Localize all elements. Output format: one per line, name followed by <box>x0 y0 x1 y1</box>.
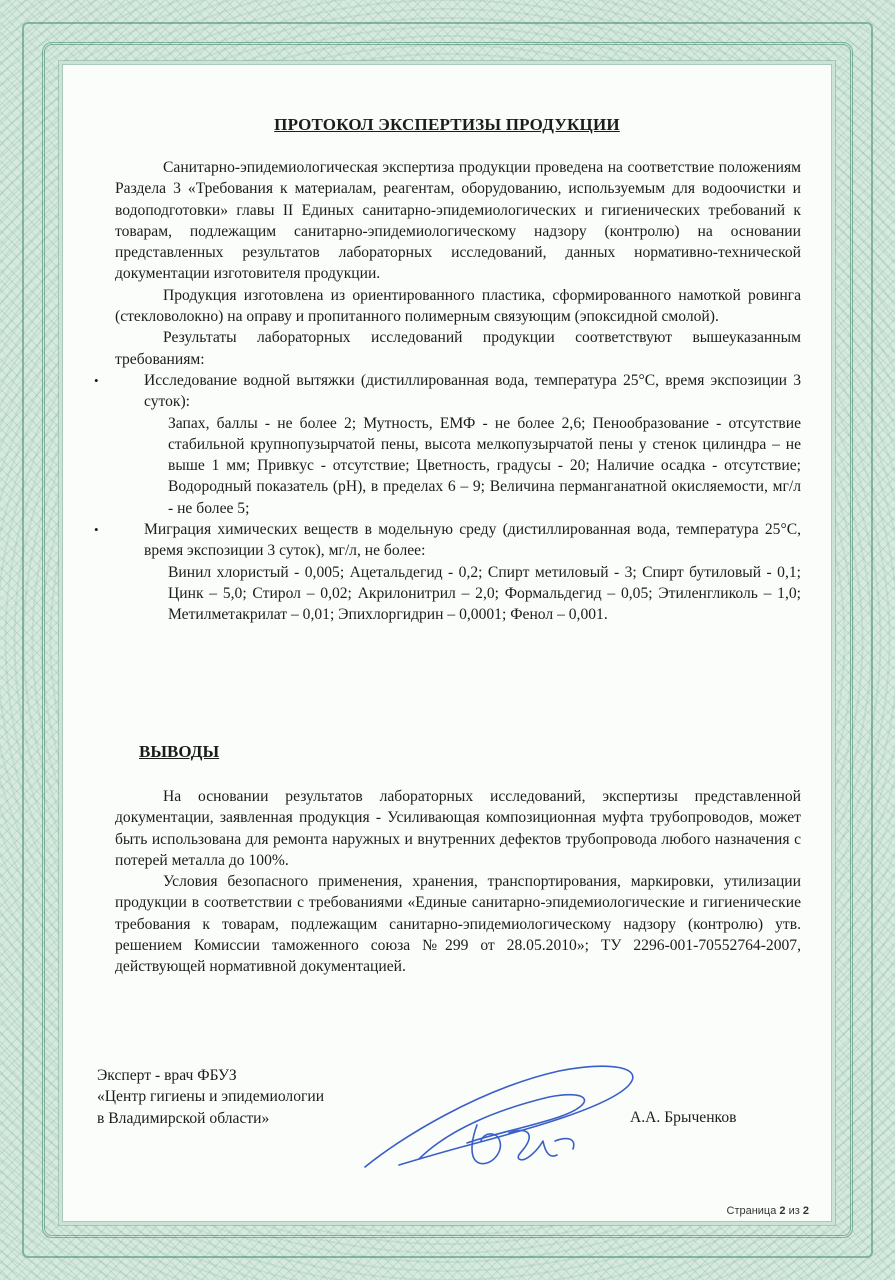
page-number-middle: из <box>788 1205 800 1217</box>
bullet-heading-water-extract: Исследование водной вытяжки (дистиллированная вода, температура 25°С, время экспозиции 3 суток): <box>144 371 801 411</box>
page-number-prefix: Страница <box>726 1205 777 1217</box>
results-list <box>94 370 801 626</box>
conclusion-paragraph: На основании результатов лабораторных исследований, экспертизы представленной документации, заявленная продукция - Усиливающая композиционная муфта трубопроводов, может быть использована для ремонта наружных и внутренних дефектов трубопровода любого назначения с потерей металла до 100%. <box>115 788 801 869</box>
expert-organization: «Центр гигиены и эпидемиологии <box>97 1088 325 1106</box>
bullet-icon: • <box>94 372 99 388</box>
bullet-heading-migration: Миграция химических веществ в модельную среду (дистиллированная вода, температура 25°С, время экспозиции 3 суток), мг/л, не более: <box>144 521 801 560</box>
bullet-details-water-extract: Запах, баллы - не более 2; Мутность, ЕМФ - не более 2,6; Пенообразование - отсутствие стабильной крупнопузырчатой пены, высота мелкопузырчатой пены у стенок цилиндра – не выше 1 мм; Привкус - отсутствие; Цветность, градусы - 20; Наличие осадка - отсутствие; Водородный показатель (рН), в пределах 6 – 9; Величина перманганатной окисляемости, мг/л - не более 5; <box>168 414 801 517</box>
page-number-total: 2 <box>802 1205 809 1217</box>
paragraph-product: Продукция изготовлена из ориентированного пластика, сформированного намоткой ровинга (стекловолокно) на оправу и пропитанного полимерным связующим (эпоксидной смолой). <box>115 286 801 326</box>
expert-name: А.А. Брыченков <box>630 1109 737 1126</box>
protocol-body <box>94 157 801 626</box>
paragraph-results: Результаты лабораторных исследований продукции соответствуют вышеуказанным требованиям: <box>115 329 801 368</box>
list-item <box>94 519 801 625</box>
expert-region: в Владимирской области» <box>97 1109 270 1127</box>
list-item <box>94 370 801 519</box>
expert-title: Эксперт - врач ФБУЗ <box>97 1067 237 1084</box>
page-number-current: 2 <box>779 1205 786 1217</box>
conclusions-heading: ВЫВОДЫ <box>139 742 220 761</box>
expert-signature-block <box>97 1065 324 1129</box>
conclusion-paragraph: Условия безопасного применения, хранения, транспортирования, маркировки, утилизации продукции в соответствии с требованиями «Единые санитарно-эпидемиологические и гигиенические требования к товарам, подлежащим санитарно-эпидемиологическому надзору (контролю) утв. решением Комиссии таможенного союза №299 от 28.05.2010»; ТУ 2296-001-70552764-2007, действующей нормативной документацией. <box>115 873 801 976</box>
bullet-details-migration: Винил хлористый - 0,005; Ацетальдегид - 0,2; Спирт метиловый - 3; Спирт бутиловый - 0,1; Цинк – 5,0; Стирол – 0,02; Акрилонитрил – 2,0; Формальдегид – 0,05; Этиленгликоль – 1,0; Метилметакрилат – 0,01; Эпихлоргидрин – 0,0001; Фенол – 0,001. <box>168 563 801 624</box>
conclusions-body <box>115 786 801 978</box>
document-title: ПРОТОКОЛ ЭКСПЕРТИЗЫ ПРОДУКЦИИ <box>274 115 620 134</box>
page-number <box>727 1205 810 1217</box>
handwritten-signature <box>359 1059 649 1177</box>
document-sheet <box>62 64 832 1222</box>
paragraph-intro: Санитарно-эпидемиологическая экспертиза продукции проведена на соответствие положениям Раздела 3 «Требования к материалам, реагентам, оборудованию, используемым для водоочистки и водоподготовки» главы II Единых санитарно-эпидемиологических и гигиенических требований к товарам, подлежащим санитарно-эпидемиологическому надзору (контролю) на основании представленных результатов лабораторных исследований, данных нормативно-технической документации изготовителя продукции. <box>115 159 801 283</box>
bullet-icon: • <box>94 522 99 538</box>
